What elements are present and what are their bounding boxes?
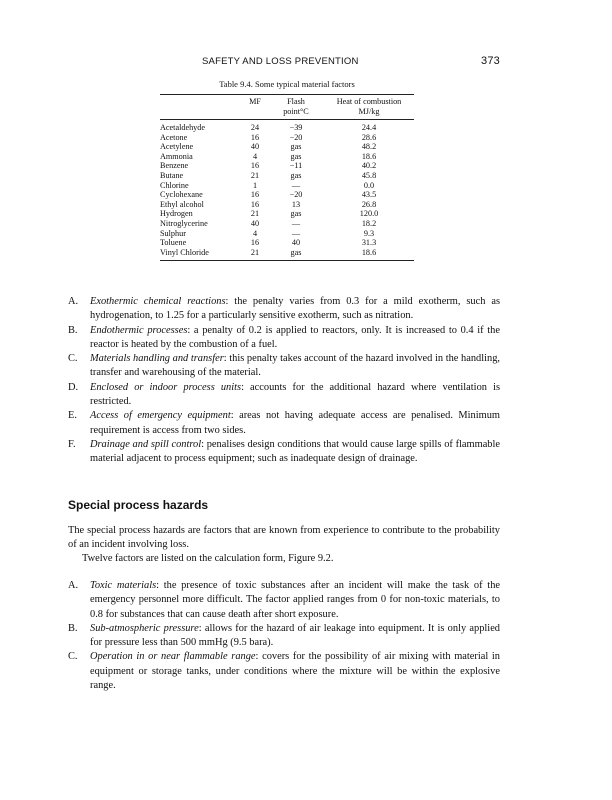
cell-material: Benzene bbox=[160, 161, 189, 171]
table-row bbox=[160, 209, 414, 219]
table-row bbox=[160, 152, 414, 162]
cell-flash-point: −11 bbox=[289, 161, 303, 171]
cell-heat-of-combustion: 24.4 bbox=[361, 123, 377, 132]
cell-flash-point: — bbox=[291, 180, 301, 190]
cell-flash-point: gas bbox=[290, 142, 302, 152]
table-row bbox=[160, 181, 414, 191]
material-factors-table bbox=[160, 79, 414, 261]
cell-mf: 21 bbox=[250, 247, 260, 257]
cell-heat-of-combustion: 18.6 bbox=[361, 151, 377, 161]
col-header-flash-line1: Flash bbox=[287, 97, 305, 106]
item-text: : covers for the possibility of air mixing with material in equipment or storage tanks, under conditions where the mixture will be within the explosive range. bbox=[90, 651, 500, 692]
cell-mf: 16 bbox=[250, 238, 260, 248]
cell-heat-of-combustion: 48.2 bbox=[361, 142, 377, 152]
cell-material: Acetaldehyde bbox=[160, 123, 206, 132]
cell-flash-point: — bbox=[291, 218, 301, 228]
col-header-heat-line1: Heat of combustion bbox=[336, 97, 402, 106]
item-label: C. bbox=[68, 353, 78, 365]
table-body bbox=[160, 120, 414, 261]
item-label: F. bbox=[68, 438, 76, 450]
col-header-flash-line2: point°C bbox=[283, 106, 309, 116]
cell-material: Ethyl alcohol bbox=[160, 199, 204, 209]
general-penalties-list bbox=[68, 295, 500, 467]
table-row bbox=[160, 229, 414, 239]
cell-flash-point: gas bbox=[290, 170, 302, 180]
item-term: Toxic materials bbox=[90, 580, 157, 591]
cell-material: Toluene bbox=[160, 238, 187, 248]
col-header-heat bbox=[324, 95, 414, 120]
item-text: : areas not having adequate access are penalised. Minimum requirement is access from two sides. bbox=[90, 410, 501, 436]
cell-mf: 16 bbox=[250, 161, 260, 171]
item-text: : this penalty takes account of the hazard involved in the handling, transfer and warehousing of the material. bbox=[90, 353, 500, 379]
cell-heat-of-combustion: 40.2 bbox=[361, 161, 377, 171]
cell-material: Butane bbox=[160, 170, 184, 180]
material-table bbox=[160, 95, 414, 260]
cell-mf: 40 bbox=[250, 142, 260, 152]
cell-flash-point: −20 bbox=[289, 132, 303, 142]
cell-material: Sulphur bbox=[160, 228, 186, 238]
table-row bbox=[160, 171, 414, 181]
running-header bbox=[68, 56, 500, 70]
cell-mf: 16 bbox=[250, 199, 260, 209]
item-text: : allows for the hazard of air leakage into equipment. It is only applied for pressure less than 500 mmHg (9.5 bara). bbox=[90, 622, 500, 649]
cell-mf: 21 bbox=[250, 209, 260, 219]
cell-flash-point: gas bbox=[290, 209, 302, 219]
list-item bbox=[68, 409, 500, 438]
item-term: Access of emergency equipment bbox=[90, 410, 231, 422]
list-item bbox=[68, 650, 500, 693]
table-row bbox=[160, 142, 414, 152]
page-number: 373 bbox=[481, 55, 500, 67]
table-row bbox=[160, 161, 414, 171]
item-text: : the penalty varies from 0.3 for a mild exotherm, such as hydrogenation, to 1.25 for a particularly sensitive exotherm, such as nitration. bbox=[90, 296, 500, 322]
list-item bbox=[68, 579, 500, 622]
item-text: : a penalty of 0.2 is applied to reactors, only. It is increased to 0.4 if the reactor is heated by the combustion of a fuel. bbox=[90, 324, 500, 350]
cell-mf: 21 bbox=[250, 170, 260, 180]
item-label: B. bbox=[68, 324, 78, 336]
special-penalties-list bbox=[68, 579, 500, 693]
item-label: A. bbox=[68, 580, 79, 591]
cell-heat-of-combustion: 26.8 bbox=[361, 199, 377, 209]
col-header-heat-line2: MJ/kg bbox=[358, 106, 380, 116]
cell-material: Acetylene bbox=[160, 142, 194, 152]
cell-material: Nitroglycerine bbox=[160, 218, 208, 228]
cell-heat-of-combustion: 31.3 bbox=[361, 238, 377, 248]
factors-paragraph: Twelve factors are listed on the calculation form, Figure 9.2. bbox=[82, 553, 334, 564]
cell-heat-of-combustion: 0.0 bbox=[363, 180, 375, 190]
cell-material: Hydrogen bbox=[160, 209, 193, 219]
cell-mf: 16 bbox=[250, 190, 260, 200]
table-caption: Table 9.4. Some typical material factors bbox=[219, 79, 355, 89]
item-term: Enclosed or indoor process units bbox=[90, 381, 242, 393]
cell-flash-point: gas bbox=[290, 247, 302, 257]
item-term: Exothermic chemical reactions bbox=[90, 296, 226, 307]
cell-flash-point: — bbox=[291, 228, 301, 238]
table-row bbox=[160, 120, 414, 133]
cell-flash-point: −20 bbox=[289, 190, 303, 200]
item-term: Operation in or near flammable range bbox=[90, 651, 256, 663]
item-label: C. bbox=[68, 651, 78, 663]
cell-heat-of-combustion: 120.0 bbox=[359, 209, 379, 219]
item-label: A. bbox=[68, 296, 79, 307]
cell-heat-of-combustion: 43.5 bbox=[361, 190, 377, 200]
list-item bbox=[68, 324, 500, 353]
list-item bbox=[68, 381, 500, 410]
col-header-material bbox=[160, 95, 242, 120]
col-header-mf: MF bbox=[249, 97, 261, 106]
cell-material: Vinyl Chloride bbox=[160, 247, 209, 257]
item-text: : the presence of toxic substances after an incident will make the task of the emergency personnel more difficult. The factor applied ranges from 0 for non-toxic materials, to 0.8 for substances that can cause death after short exposure. bbox=[90, 580, 500, 620]
item-term: Sub-atmospheric pressure bbox=[90, 622, 199, 634]
cell-heat-of-combustion: 28.6 bbox=[361, 132, 377, 142]
col-header-flash bbox=[268, 95, 324, 120]
cell-mf: 40 bbox=[250, 218, 260, 228]
table-row bbox=[160, 133, 414, 143]
list-item bbox=[68, 295, 500, 324]
item-text: : accounts for the additional hazard where ventilation is restricted. bbox=[90, 381, 500, 408]
cell-mf: 1 bbox=[252, 180, 258, 190]
table-bottom-rule bbox=[160, 260, 414, 261]
cell-material: Cyclohexane bbox=[160, 190, 203, 200]
table-row bbox=[160, 248, 414, 261]
running-title: SAFETY AND LOSS PREVENTION bbox=[202, 56, 359, 67]
cell-flash-point: −39 bbox=[289, 123, 303, 132]
item-text: : penalises design conditions that would cause large spills of flammable material adjacent to process equipment; such as inadequate design of drainage. bbox=[90, 438, 500, 465]
table-row bbox=[160, 200, 414, 210]
list-item bbox=[68, 622, 500, 651]
cell-flash-point: 40 bbox=[291, 238, 301, 248]
cell-heat-of-combustion: 18.6 bbox=[361, 247, 377, 257]
cell-heat-of-combustion: 45.8 bbox=[361, 170, 377, 180]
table-row bbox=[160, 219, 414, 229]
cell-material: Chlorine bbox=[160, 180, 189, 190]
table-row bbox=[160, 238, 414, 248]
item-label: E. bbox=[68, 410, 77, 422]
cell-heat-of-combustion: 18.2 bbox=[361, 218, 377, 228]
cell-mf: 4 bbox=[252, 228, 258, 238]
cell-flash-point: gas bbox=[290, 151, 302, 161]
intro-paragraph: The special process hazards are factors that are known from experience to contribute to the probability of an incident involving loss. bbox=[68, 525, 500, 551]
cell-mf: 4 bbox=[252, 151, 258, 161]
list-item bbox=[68, 438, 500, 467]
list-item bbox=[68, 352, 500, 381]
table-row bbox=[160, 190, 414, 200]
item-term: Endothermic processes bbox=[90, 324, 188, 336]
item-label: B. bbox=[68, 622, 78, 634]
section-heading: Special process hazards bbox=[68, 498, 209, 512]
cell-material: Ammonia bbox=[160, 151, 193, 161]
item-term: Drainage and spill control bbox=[90, 438, 202, 450]
item-label: D. bbox=[68, 381, 79, 393]
cell-flash-point: 13 bbox=[291, 199, 301, 209]
cell-material: Acetone bbox=[160, 132, 188, 142]
cell-heat-of-combustion: 9.3 bbox=[363, 228, 375, 238]
cell-mf: 24 bbox=[250, 123, 260, 132]
cell-mf: 16 bbox=[250, 132, 260, 142]
item-term: Materials handling and transfer bbox=[90, 353, 224, 365]
